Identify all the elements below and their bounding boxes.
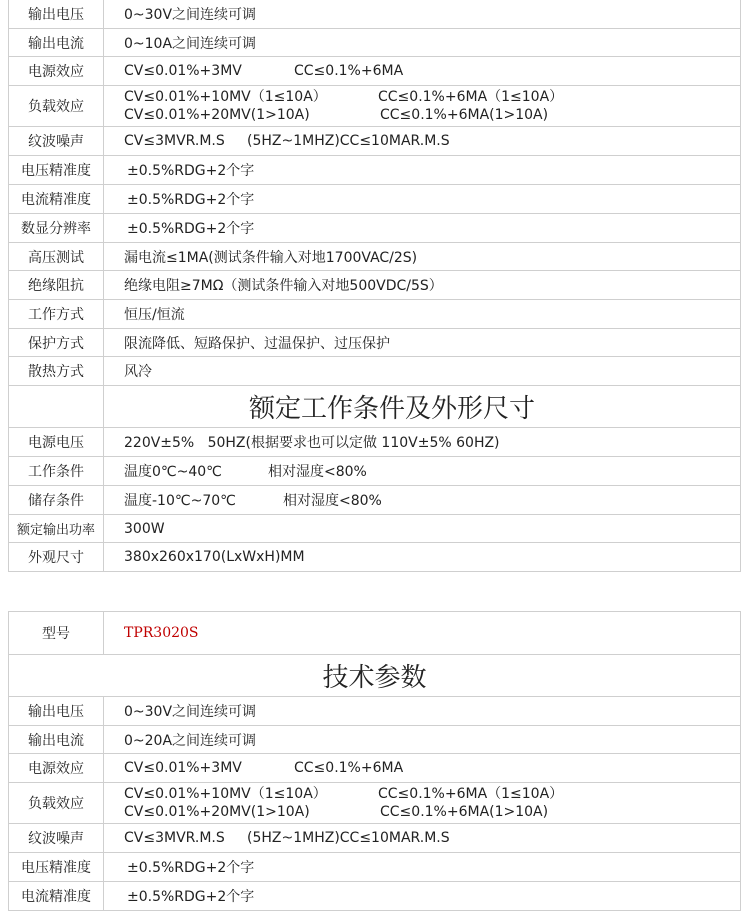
empty-cell bbox=[9, 386, 104, 428]
model-label: 型号 bbox=[9, 612, 104, 655]
row-value: 0~10A之间连续可调 bbox=[104, 29, 741, 57]
table-row bbox=[9, 543, 741, 572]
row-value: 300W bbox=[104, 515, 741, 543]
spec-table-2 bbox=[8, 611, 741, 911]
row-value: 0~30V之间连续可调 bbox=[104, 0, 741, 29]
row-value: ±0.5%RDG+2个字 bbox=[104, 185, 741, 214]
humidity-value: 相对湿度<80% bbox=[283, 493, 382, 509]
row-label: 保护方式 bbox=[9, 329, 104, 357]
cc-value: CC≤0.1%+6MA bbox=[294, 760, 404, 776]
cv-value: CV≤0.01%+20MV(1>10A) bbox=[124, 107, 310, 123]
row-label: 输出电流 bbox=[9, 29, 104, 57]
row-value: 380x260x170(LxWxH)MM bbox=[104, 543, 741, 572]
spec-table-1 bbox=[8, 0, 741, 572]
temperature-value: 温度0℃~40℃ bbox=[124, 464, 222, 480]
row-value: CV≤3MVR.M.S (5HZ~1MHZ)CC≤10MAR.M.S bbox=[104, 127, 741, 156]
table-row bbox=[9, 29, 741, 57]
table-row bbox=[9, 243, 741, 271]
section-title: 技术参数 bbox=[9, 655, 741, 697]
row-label: 储存条件 bbox=[9, 486, 104, 515]
table-row bbox=[9, 86, 741, 127]
row-label: 数显分辨率 bbox=[9, 214, 104, 243]
row-value: 恒压/恒流 bbox=[104, 300, 741, 329]
humidity-value: 相对湿度<80% bbox=[268, 464, 367, 480]
table-row bbox=[9, 0, 741, 29]
row-label: 高压测试 bbox=[9, 243, 104, 271]
table-row bbox=[9, 515, 741, 543]
row-value: ±0.5%RDG+2个字 bbox=[104, 214, 741, 243]
table-row bbox=[9, 57, 741, 86]
row-value bbox=[104, 86, 741, 127]
table-row bbox=[9, 754, 741, 783]
row-label: 工作条件 bbox=[9, 457, 104, 486]
row-label: 电流精准度 bbox=[9, 185, 104, 214]
row-label: 电源效应 bbox=[9, 57, 104, 86]
table-row bbox=[9, 185, 741, 214]
table-row bbox=[9, 357, 741, 386]
row-label: 散热方式 bbox=[9, 357, 104, 386]
row-label: 电源电压 bbox=[9, 428, 104, 457]
row-value bbox=[104, 754, 741, 783]
row-value bbox=[104, 457, 741, 486]
row-value: ±0.5%RDG+2个字 bbox=[104, 156, 741, 185]
row-label: 电压精准度 bbox=[9, 853, 104, 882]
row-value: 0~30V之间连续可调 bbox=[104, 697, 741, 726]
cc-value: CC≤0.1%+6MA（1≤10A） bbox=[378, 786, 564, 802]
table-row bbox=[9, 127, 741, 156]
table-row bbox=[9, 726, 741, 754]
cc-value: CC≤0.1%+6MA bbox=[294, 63, 404, 79]
row-label: 负载效应 bbox=[9, 783, 104, 824]
table-row bbox=[9, 300, 741, 329]
row-label: 额定输出功率 bbox=[9, 515, 104, 543]
table-row bbox=[9, 853, 741, 882]
row-label: 输出电流 bbox=[9, 726, 104, 754]
table-row bbox=[9, 882, 741, 911]
row-label: 电压精准度 bbox=[9, 156, 104, 185]
table-row bbox=[9, 271, 741, 300]
table-row bbox=[9, 486, 741, 515]
row-value: 风冷 bbox=[104, 357, 741, 386]
row-value bbox=[104, 57, 741, 86]
row-value: 漏电流≤1MA(测试条件输入对地1700VAC/2S) bbox=[104, 243, 741, 271]
row-value: ±0.5%RDG+2个字 bbox=[104, 882, 741, 911]
row-value: CV≤3MVR.M.S (5HZ~1MHZ)CC≤10MAR.M.S bbox=[104, 824, 741, 853]
cc-value: CC≤0.1%+6MA(1>10A) bbox=[380, 107, 549, 123]
row-label: 绝缘阻抗 bbox=[9, 271, 104, 300]
cv-value: CV≤0.01%+3MV bbox=[124, 63, 242, 79]
section-title-row bbox=[9, 655, 741, 697]
model-value: TPR3020S bbox=[104, 612, 741, 655]
table-row bbox=[9, 697, 741, 726]
table-row bbox=[9, 824, 741, 853]
section-title: 额定工作条件及外形尺寸 bbox=[104, 386, 741, 428]
row-label: 电流精准度 bbox=[9, 882, 104, 911]
row-value bbox=[104, 486, 741, 515]
table-row bbox=[9, 428, 741, 457]
row-value bbox=[104, 783, 741, 824]
table-row bbox=[9, 156, 741, 185]
row-label: 纹波噪声 bbox=[9, 824, 104, 853]
row-label: 工作方式 bbox=[9, 300, 104, 329]
row-label: 输出电压 bbox=[9, 0, 104, 29]
cc-value: CC≤0.1%+6MA(1>10A) bbox=[380, 804, 549, 820]
row-value: 220V±5% 50HZ(根据要求也可以定做 110V±5% 60HZ) bbox=[104, 428, 741, 457]
row-value: 限流降低、短路保护、过温保护、过压保护 bbox=[104, 329, 741, 357]
row-label: 纹波噪声 bbox=[9, 127, 104, 156]
row-value: ±0.5%RDG+2个字 bbox=[104, 853, 741, 882]
table-row bbox=[9, 783, 741, 824]
model-row bbox=[9, 612, 741, 655]
cv-value: CV≤0.01%+10MV（1≤10A） bbox=[124, 89, 327, 105]
cv-value: CV≤0.01%+3MV bbox=[124, 760, 242, 776]
table-row bbox=[9, 457, 741, 486]
row-value: 0~20A之间连续可调 bbox=[104, 726, 741, 754]
row-label: 负载效应 bbox=[9, 86, 104, 127]
temperature-value: 温度-10℃~70℃ bbox=[124, 493, 236, 509]
section-title-row bbox=[9, 386, 741, 428]
table-row bbox=[9, 329, 741, 357]
row-label: 外观尺寸 bbox=[9, 543, 104, 572]
row-value: 绝缘电阻≥7MΩ（测试条件输入对地500VDC/5S） bbox=[104, 271, 741, 300]
table-row bbox=[9, 214, 741, 243]
cv-value: CV≤0.01%+10MV（1≤10A） bbox=[124, 786, 327, 802]
cv-value: CV≤0.01%+20MV(1>10A) bbox=[124, 804, 310, 820]
row-label: 电源效应 bbox=[9, 754, 104, 783]
cc-value: CC≤0.1%+6MA（1≤10A） bbox=[378, 89, 564, 105]
row-label: 输出电压 bbox=[9, 697, 104, 726]
